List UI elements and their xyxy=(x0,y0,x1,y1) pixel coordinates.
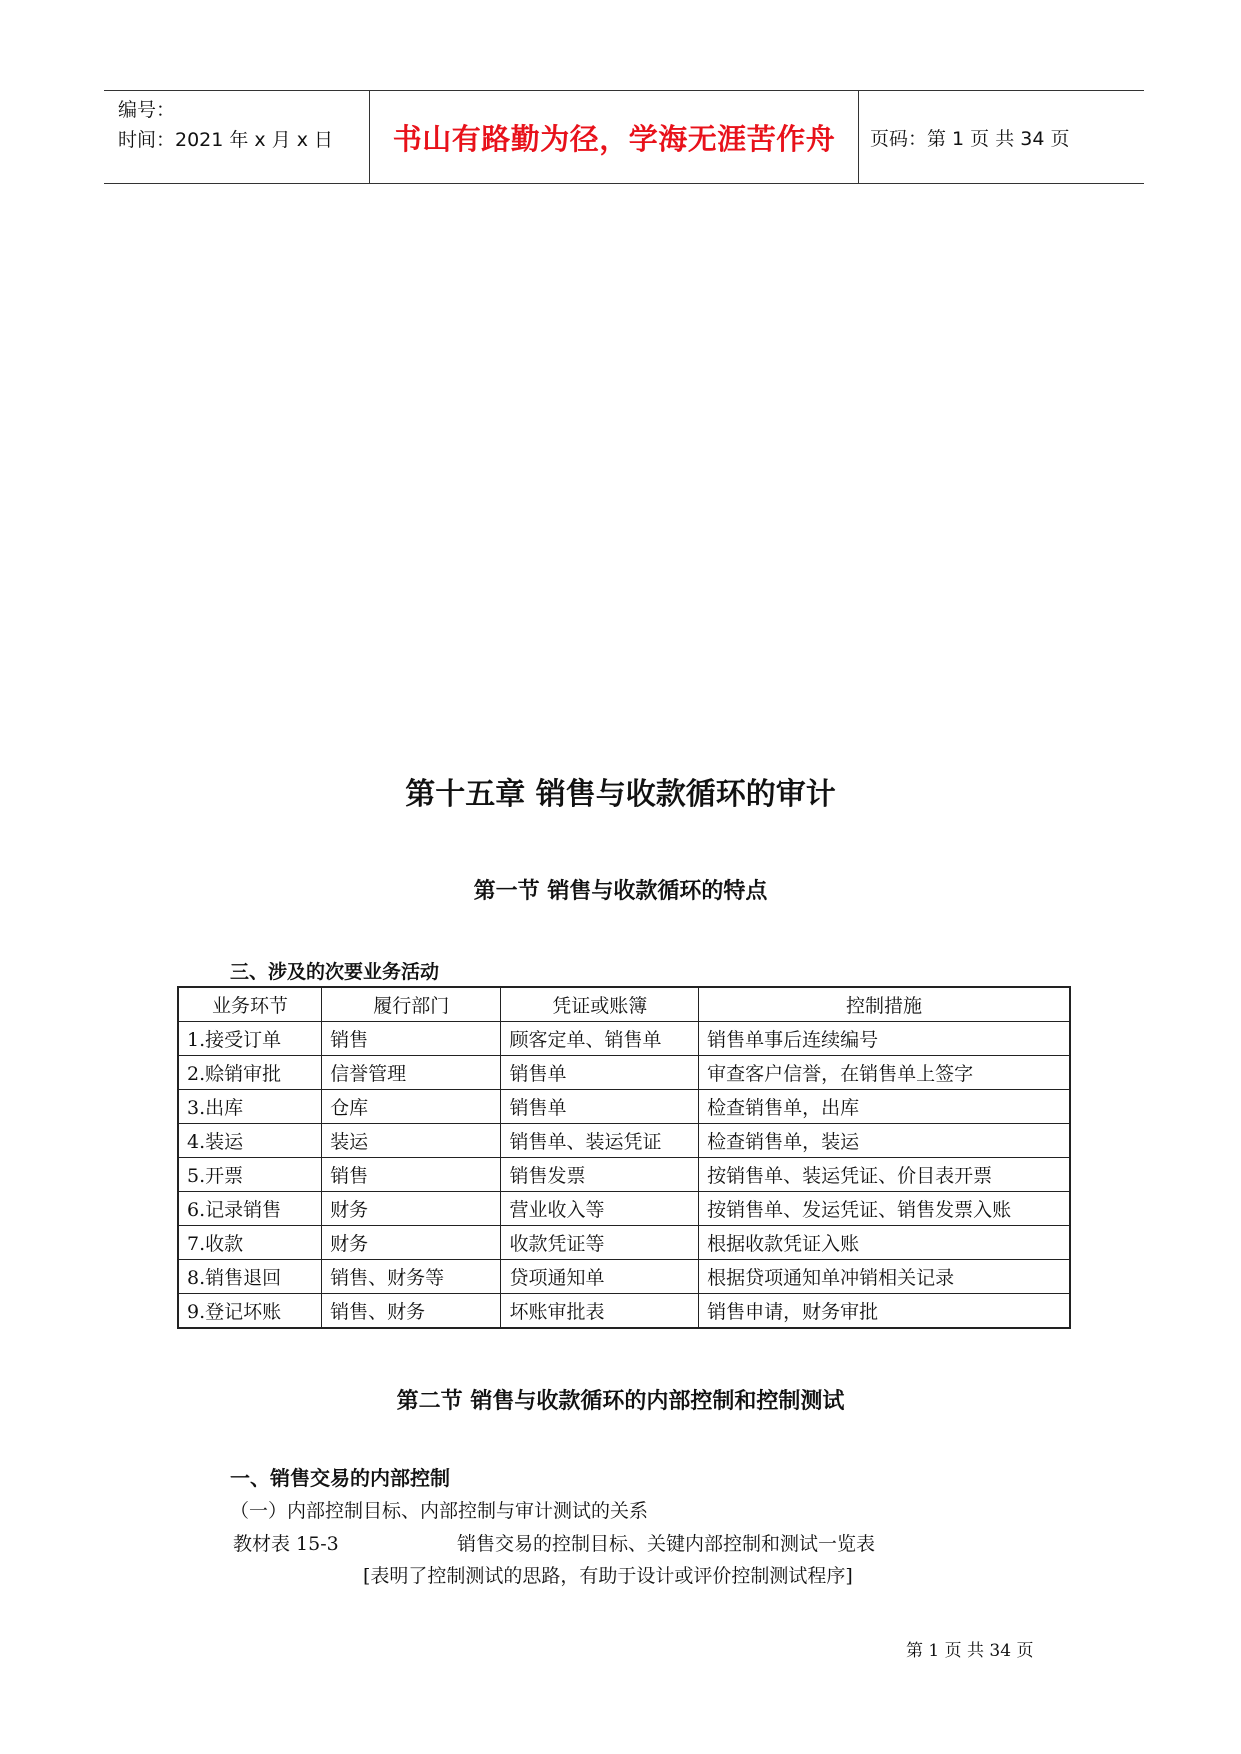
section-title-2: 第二节 销售与收款循环的内部控制和控制测试 xyxy=(396,1389,845,1414)
table-header-cell: 控制措施 xyxy=(699,987,1070,1022)
table-cell: 销售单 xyxy=(501,1090,699,1124)
table-cell: 3.出库 xyxy=(178,1090,322,1124)
table-cell: 收款凭证等 xyxy=(501,1226,699,1260)
table-cell: 5.开票 xyxy=(178,1158,322,1192)
table-cell: 根据贷项通知单冲销相关记录 xyxy=(699,1260,1070,1294)
table-cell: 审查客户信誉，在销售单上签字 xyxy=(699,1056,1070,1090)
textbook-table-note: [表明了控制测试的思路，有助于设计或评价控制测试程序] xyxy=(363,1565,853,1587)
table-cell: 8.销售退回 xyxy=(178,1260,322,1294)
table-row xyxy=(178,1056,1070,1090)
paragraph-control-objectives: （一）内部控制目标、内部控制与审计测试的关系 xyxy=(230,1500,649,1522)
subheading-secondary-activities: 三、涉及的次要业务活动 xyxy=(230,961,440,983)
header-divider xyxy=(858,91,859,183)
table-row xyxy=(178,1226,1070,1260)
heading-sales-internal-control: 一、销售交易的内部控制 xyxy=(230,1466,450,1490)
header-meta xyxy=(118,95,358,155)
table-cell: 财务 xyxy=(322,1192,501,1226)
header-motto: 书山有路勤为径，学海无涯苦作舟 xyxy=(392,122,836,156)
table-cell: 检查销售单，出库 xyxy=(699,1090,1070,1124)
table-cell: 销售单 xyxy=(501,1056,699,1090)
table-cell: 仓库 xyxy=(322,1090,501,1124)
table-cell: 销售申请，财务审批 xyxy=(699,1294,1070,1329)
business-activities-table xyxy=(177,986,1071,1329)
table-cell: 装运 xyxy=(322,1124,501,1158)
table-header-row xyxy=(178,987,1070,1022)
table-cell: 2.赊销审批 xyxy=(178,1056,322,1090)
table-cell: 根据收款凭证入账 xyxy=(699,1226,1070,1260)
table-header-cell: 凭证或账簿 xyxy=(501,987,699,1022)
table-cell: 1.接受订单 xyxy=(178,1022,322,1056)
table-row xyxy=(178,1158,1070,1192)
table-cell: 检查销售单，装运 xyxy=(699,1124,1070,1158)
table-cell: 4.装运 xyxy=(178,1124,322,1158)
table-cell: 销售、财务等 xyxy=(322,1260,501,1294)
table-cell: 按销售单、装运凭证、价目表开票 xyxy=(699,1158,1070,1192)
document-time-label: 时间：2021 年 x 月 x 日 xyxy=(118,129,334,151)
table-cell: 销售、财务 xyxy=(322,1294,501,1329)
textbook-table-ref: 教材表 15-3 xyxy=(233,1533,339,1555)
page-header xyxy=(104,90,1144,184)
table-cell: 6.记录销售 xyxy=(178,1192,322,1226)
table-cell: 信誉管理 xyxy=(322,1056,501,1090)
section-title-1: 第一节 销售与收款循环的特点 xyxy=(473,879,768,904)
table-cell: 贷项通知单 xyxy=(501,1260,699,1294)
table-cell: 顾客定单、销售单 xyxy=(501,1022,699,1056)
chapter-title: 第十五章 销售与收款循环的审计 xyxy=(405,777,836,812)
table-cell: 7.收款 xyxy=(178,1226,322,1260)
table-cell: 财务 xyxy=(322,1226,501,1260)
table-cell: 销售单、装运凭证 xyxy=(501,1124,699,1158)
table-row xyxy=(178,1090,1070,1124)
document-number-label: 编号： xyxy=(118,99,176,121)
table-row xyxy=(178,1124,1070,1158)
textbook-table-caption: 销售交易的控制目标、关键内部控制和测试一览表 xyxy=(457,1533,876,1555)
table-row xyxy=(178,1260,1070,1294)
table-cell: 坏账审批表 xyxy=(501,1294,699,1329)
table-cell: 销售 xyxy=(322,1022,501,1056)
page-footer: 第 1 页 共 34 页 xyxy=(906,1641,1034,1661)
table-row xyxy=(178,1294,1070,1329)
table-cell: 营业收入等 xyxy=(501,1192,699,1226)
table-header-cell: 履行部门 xyxy=(322,987,501,1022)
table-row xyxy=(178,1022,1070,1056)
header-page-number: 页码：第 1 页 共 34 页 xyxy=(870,128,1070,150)
table-cell: 9.登记坏账 xyxy=(178,1294,322,1329)
table-cell: 按销售单、发运凭证、销售发票入账 xyxy=(699,1192,1070,1226)
table-cell: 销售单事后连续编号 xyxy=(699,1022,1070,1056)
table-cell: 销售 xyxy=(322,1158,501,1192)
table-header-cell: 业务环节 xyxy=(178,987,322,1022)
table-cell: 销售发票 xyxy=(501,1158,699,1192)
table-row xyxy=(178,1192,1070,1226)
